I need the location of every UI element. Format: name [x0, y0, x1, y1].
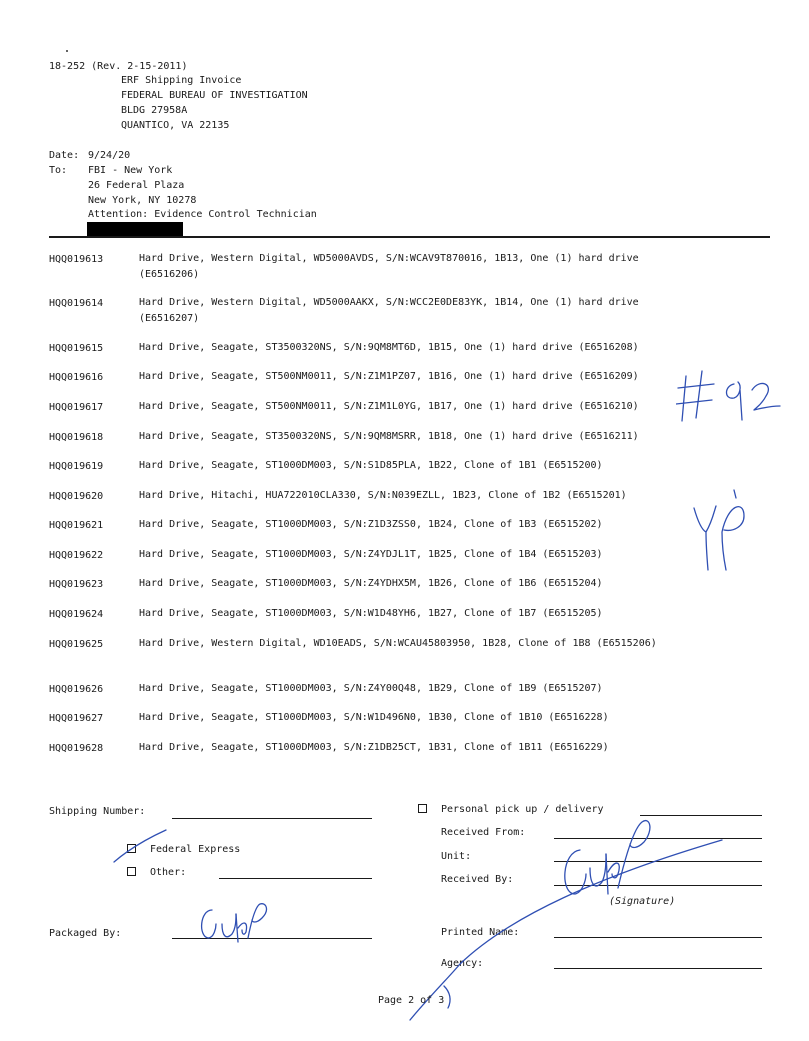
- item-id: HQQ019622: [49, 550, 104, 561]
- federal-express-label: Federal Express: [150, 844, 241, 855]
- header-rule: [49, 236, 770, 238]
- item-id: HQQ019613: [49, 254, 104, 265]
- item-description: Hard Drive, Hitachi, HUA722010CLA330, S/N:N039EZLL, 1B23, Clone of 1B2 (E6515201): [139, 490, 627, 501]
- date-value: 9/24/20: [88, 150, 131, 161]
- item-id: HQQ019615: [49, 343, 104, 354]
- item-description: Hard Drive, Western Digital, WD5000AAKX, S/N:WCC2E0DE83YK, 1B14, One (1) hard drive (E6516207): [139, 297, 639, 324]
- item-id: HQQ019623: [49, 579, 104, 590]
- item-id: HQQ019614: [49, 298, 104, 309]
- item-description: Hard Drive, Seagate, ST1000DM003, S/N:Z4YDJL1T, 1B25, Clone of 1B4 (E6515203): [139, 549, 603, 560]
- other-checkbox[interactable]: [127, 867, 136, 876]
- item-id: HQQ019621: [49, 520, 104, 531]
- to-line-4: Attention: Evidence Control Technician: [88, 209, 317, 220]
- received-from-label: Received From:: [441, 827, 526, 838]
- agency-name: FEDERAL BUREAU OF INVESTIGATION: [121, 90, 308, 101]
- item-description: Hard Drive, Western Digital, WD5000AVDS, S/N:WCAV9T870016, 1B13, One (1) hard drive (E6516206): [139, 253, 639, 280]
- other-field[interactable]: [219, 878, 372, 879]
- personal-pickup-label: Personal pick up / delivery: [441, 804, 604, 815]
- item-description: Hard Drive, Seagate, ST1000DM003, S/N:S1D85PLA, 1B22, Clone of 1B1 (E6515200): [139, 460, 603, 471]
- shipping-number-label: Shipping Number:: [49, 806, 146, 817]
- item-id: HQQ019619: [49, 461, 104, 472]
- item-id: HQQ019627: [49, 713, 104, 724]
- to-line-3: New York, NY 10278: [88, 195, 197, 206]
- packaged-by-signature: [196, 898, 276, 944]
- to-line-1: FBI - New York: [88, 165, 173, 176]
- item-description: Hard Drive, Seagate, ST1000DM003, S/N:Z1D3ZSS0, 1B24, Clone of 1B3 (E6515202): [139, 519, 603, 530]
- item-description: Hard Drive, Seagate, ST1000DM003, S/N:W1D48YH6, 1B27, Clone of 1B7 (E6515205): [139, 608, 603, 619]
- unit-label: Unit:: [441, 851, 472, 862]
- item-description: Hard Drive, Seagate, ST1000DM003, S/N:Z1DB25CT, 1B31, Clone of 1B11 (E6516229): [139, 742, 609, 753]
- item-description: Hard Drive, Seagate, ST1000DM003, S/N:Z4YDHX5M, 1B26, Clone of 1B6 (E6515204): [139, 578, 603, 589]
- to-label: To:: [49, 165, 68, 176]
- handwritten-note-92: [676, 366, 786, 426]
- item-description: Hard Drive, Seagate, ST1000DM003, S/N:Z4Y00Q48, 1B29, Clone of 1B9 (E6515207): [139, 683, 603, 694]
- building: BLDG 27958A: [121, 105, 188, 116]
- personal-pickup-checkbox[interactable]: [418, 804, 427, 813]
- handwritten-note-yp: [692, 486, 752, 576]
- item-description: Hard Drive, Seagate, ST3500320NS, S/N:9QM8MT6D, 1B15, One (1) hard drive (E6516208): [139, 342, 639, 353]
- signature-caption: (Signature): [609, 896, 676, 907]
- other-label: Other:: [150, 867, 187, 878]
- item-id: HQQ019626: [49, 684, 104, 695]
- checkmark-stroke-icon: [110, 828, 170, 868]
- page-number: Page 2 of 3: [378, 995, 445, 1006]
- item-description: Hard Drive, Seagate, ST500NM0011, S/N:Z1M1L0YG, 1B17, One (1) hard drive (E6516210): [139, 401, 639, 412]
- item-id: HQQ019628: [49, 743, 104, 754]
- diagonal-pen-stroke: [400, 836, 730, 1026]
- item-description: Hard Drive, Seagate, ST500NM0011, S/N:Z1M1PZ07, 1B16, One (1) hard drive (E6516209): [139, 371, 639, 382]
- item-id: HQQ019616: [49, 372, 104, 383]
- item-id: HQQ019624: [49, 609, 104, 620]
- stray-mark: [66, 50, 68, 52]
- to-line-2: 26 Federal Plaza: [88, 180, 185, 191]
- item-id: HQQ019617: [49, 402, 104, 413]
- city: QUANTICO, VA 22135: [121, 120, 230, 131]
- printed-name-label: Printed Name:: [441, 927, 520, 938]
- invoice-title: ERF Shipping Invoice: [121, 75, 242, 86]
- date-label: Date:: [49, 150, 80, 161]
- item-id: HQQ019620: [49, 491, 104, 502]
- item-id: HQQ019625: [49, 639, 104, 650]
- item-description: Hard Drive, Seagate, ST3500320NS, S/N:9QM8MSRR, 1B18, One (1) hard drive (E6516211): [139, 431, 639, 442]
- item-id: HQQ019618: [49, 432, 104, 443]
- form-number: 18-252 (Rev. 2-15-2011): [49, 61, 188, 72]
- shipping-number-field[interactable]: [172, 818, 372, 819]
- packaged-by-label: Packaged By:: [49, 928, 122, 939]
- received-by-label: Received By:: [441, 874, 514, 885]
- agency-label: Agency:: [441, 958, 484, 969]
- item-description: Hard Drive, Seagate, ST1000DM003, S/N:W1D496N0, 1B30, Clone of 1B10 (E6516228): [139, 712, 609, 723]
- item-description: Hard Drive, Western Digital, WD10EADS, S/N:WCAU45803950, 1B28, Clone of 1B8 (E6515206): [139, 638, 657, 649]
